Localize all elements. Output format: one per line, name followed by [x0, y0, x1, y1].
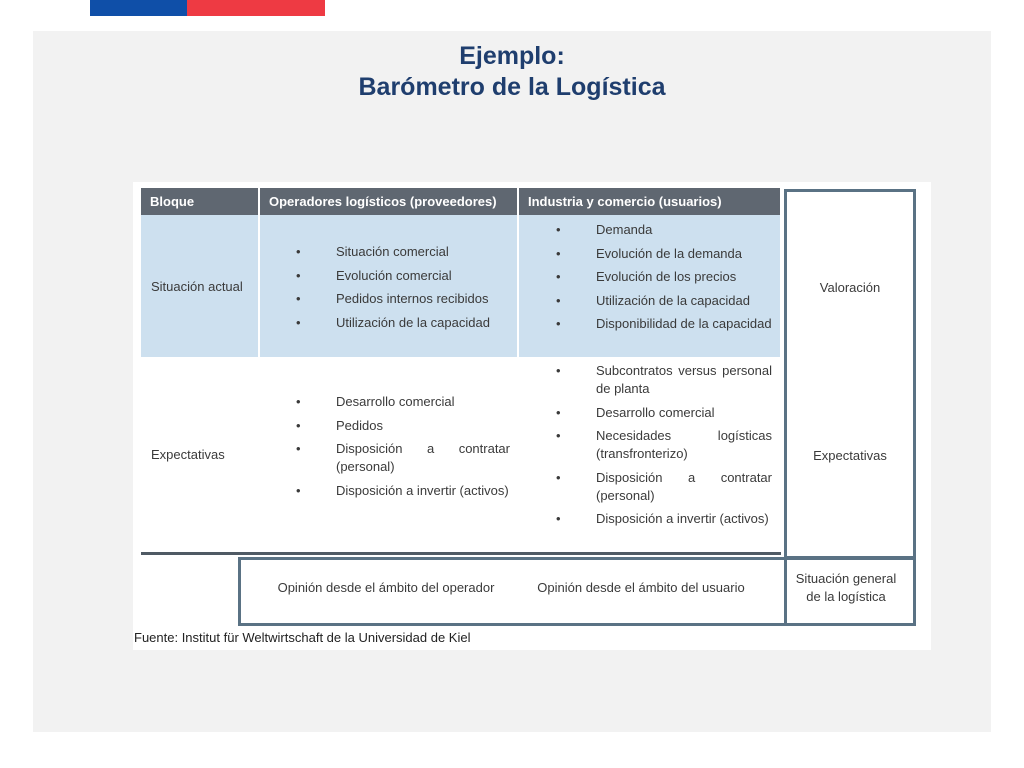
- list-item: • Disponibilidad de la capacidad: [556, 315, 772, 333]
- slide-title-line2: Barómetro de la Logística: [358, 73, 666, 101]
- flag-blue-stripe: [90, 0, 187, 16]
- list-item: • Utilización de la capacidad: [296, 314, 510, 332]
- list-item: • Pedidos internos recibidos: [296, 290, 510, 308]
- list-situacion-industria: [556, 221, 772, 339]
- list-item: • Disposición a invertir (activos): [296, 482, 510, 500]
- list-expectativas-operadores: [296, 393, 510, 505]
- header-bloque: Bloque: [141, 188, 258, 215]
- list-item: • Disposición a invertir (activos): [556, 510, 772, 528]
- list-situacion-operadores: [296, 243, 510, 337]
- column-divider: [517, 215, 519, 357]
- list-item: • Disposición a contratar (personal): [556, 469, 772, 505]
- bottom-opinion-usuario: Opinión desde el ámbito del usuario: [537, 580, 745, 595]
- list-item: • Subcontratos versus personal de planta: [556, 362, 772, 398]
- bottom-situacion-general: Situación general de la logística: [795, 571, 897, 604]
- list-item: • Evolución de la demanda: [556, 245, 772, 263]
- list-item: • Evolución de los precios: [556, 268, 772, 286]
- list-item: • Situación comercial: [296, 243, 510, 261]
- list-item: • Necesidades logísticas (transfronterizo): [556, 427, 772, 463]
- list-item: • Desarrollo comercial: [296, 393, 510, 411]
- column-divider: [258, 215, 260, 357]
- row-label-expectativas: Expectativas: [151, 447, 225, 462]
- slide-title-line1: Ejemplo:: [459, 42, 565, 70]
- header-operadores: Operadores logísticos (proveedores): [260, 188, 517, 215]
- side-column-box: [784, 189, 916, 559]
- table-bottom-rule: [141, 552, 781, 555]
- side-expectativas: Expectativas: [813, 448, 887, 463]
- row-label-situacion-actual: Situación actual: [151, 279, 243, 294]
- list-item: • Utilización de la capacidad: [556, 292, 772, 310]
- list-item: • Evolución comercial: [296, 267, 510, 285]
- list-item: • Desarrollo comercial: [556, 404, 772, 422]
- header-industria: Industria y comercio (usuarios): [519, 188, 780, 215]
- flag-red-stripe: [187, 0, 325, 16]
- list-item: • Demanda: [556, 221, 772, 239]
- list-item: • Disposición a contratar (personal): [296, 440, 510, 476]
- bottom-opinion-operador: Opinión desde el ámbito del operador: [277, 580, 495, 595]
- list-item: • Pedidos: [296, 417, 510, 435]
- list-expectativas-industria: [556, 362, 772, 534]
- source-caption: Fuente: Institut für Weltwirtschaft de la Universidad de Kiel: [134, 630, 471, 645]
- side-valoracion: Valoración: [819, 280, 881, 295]
